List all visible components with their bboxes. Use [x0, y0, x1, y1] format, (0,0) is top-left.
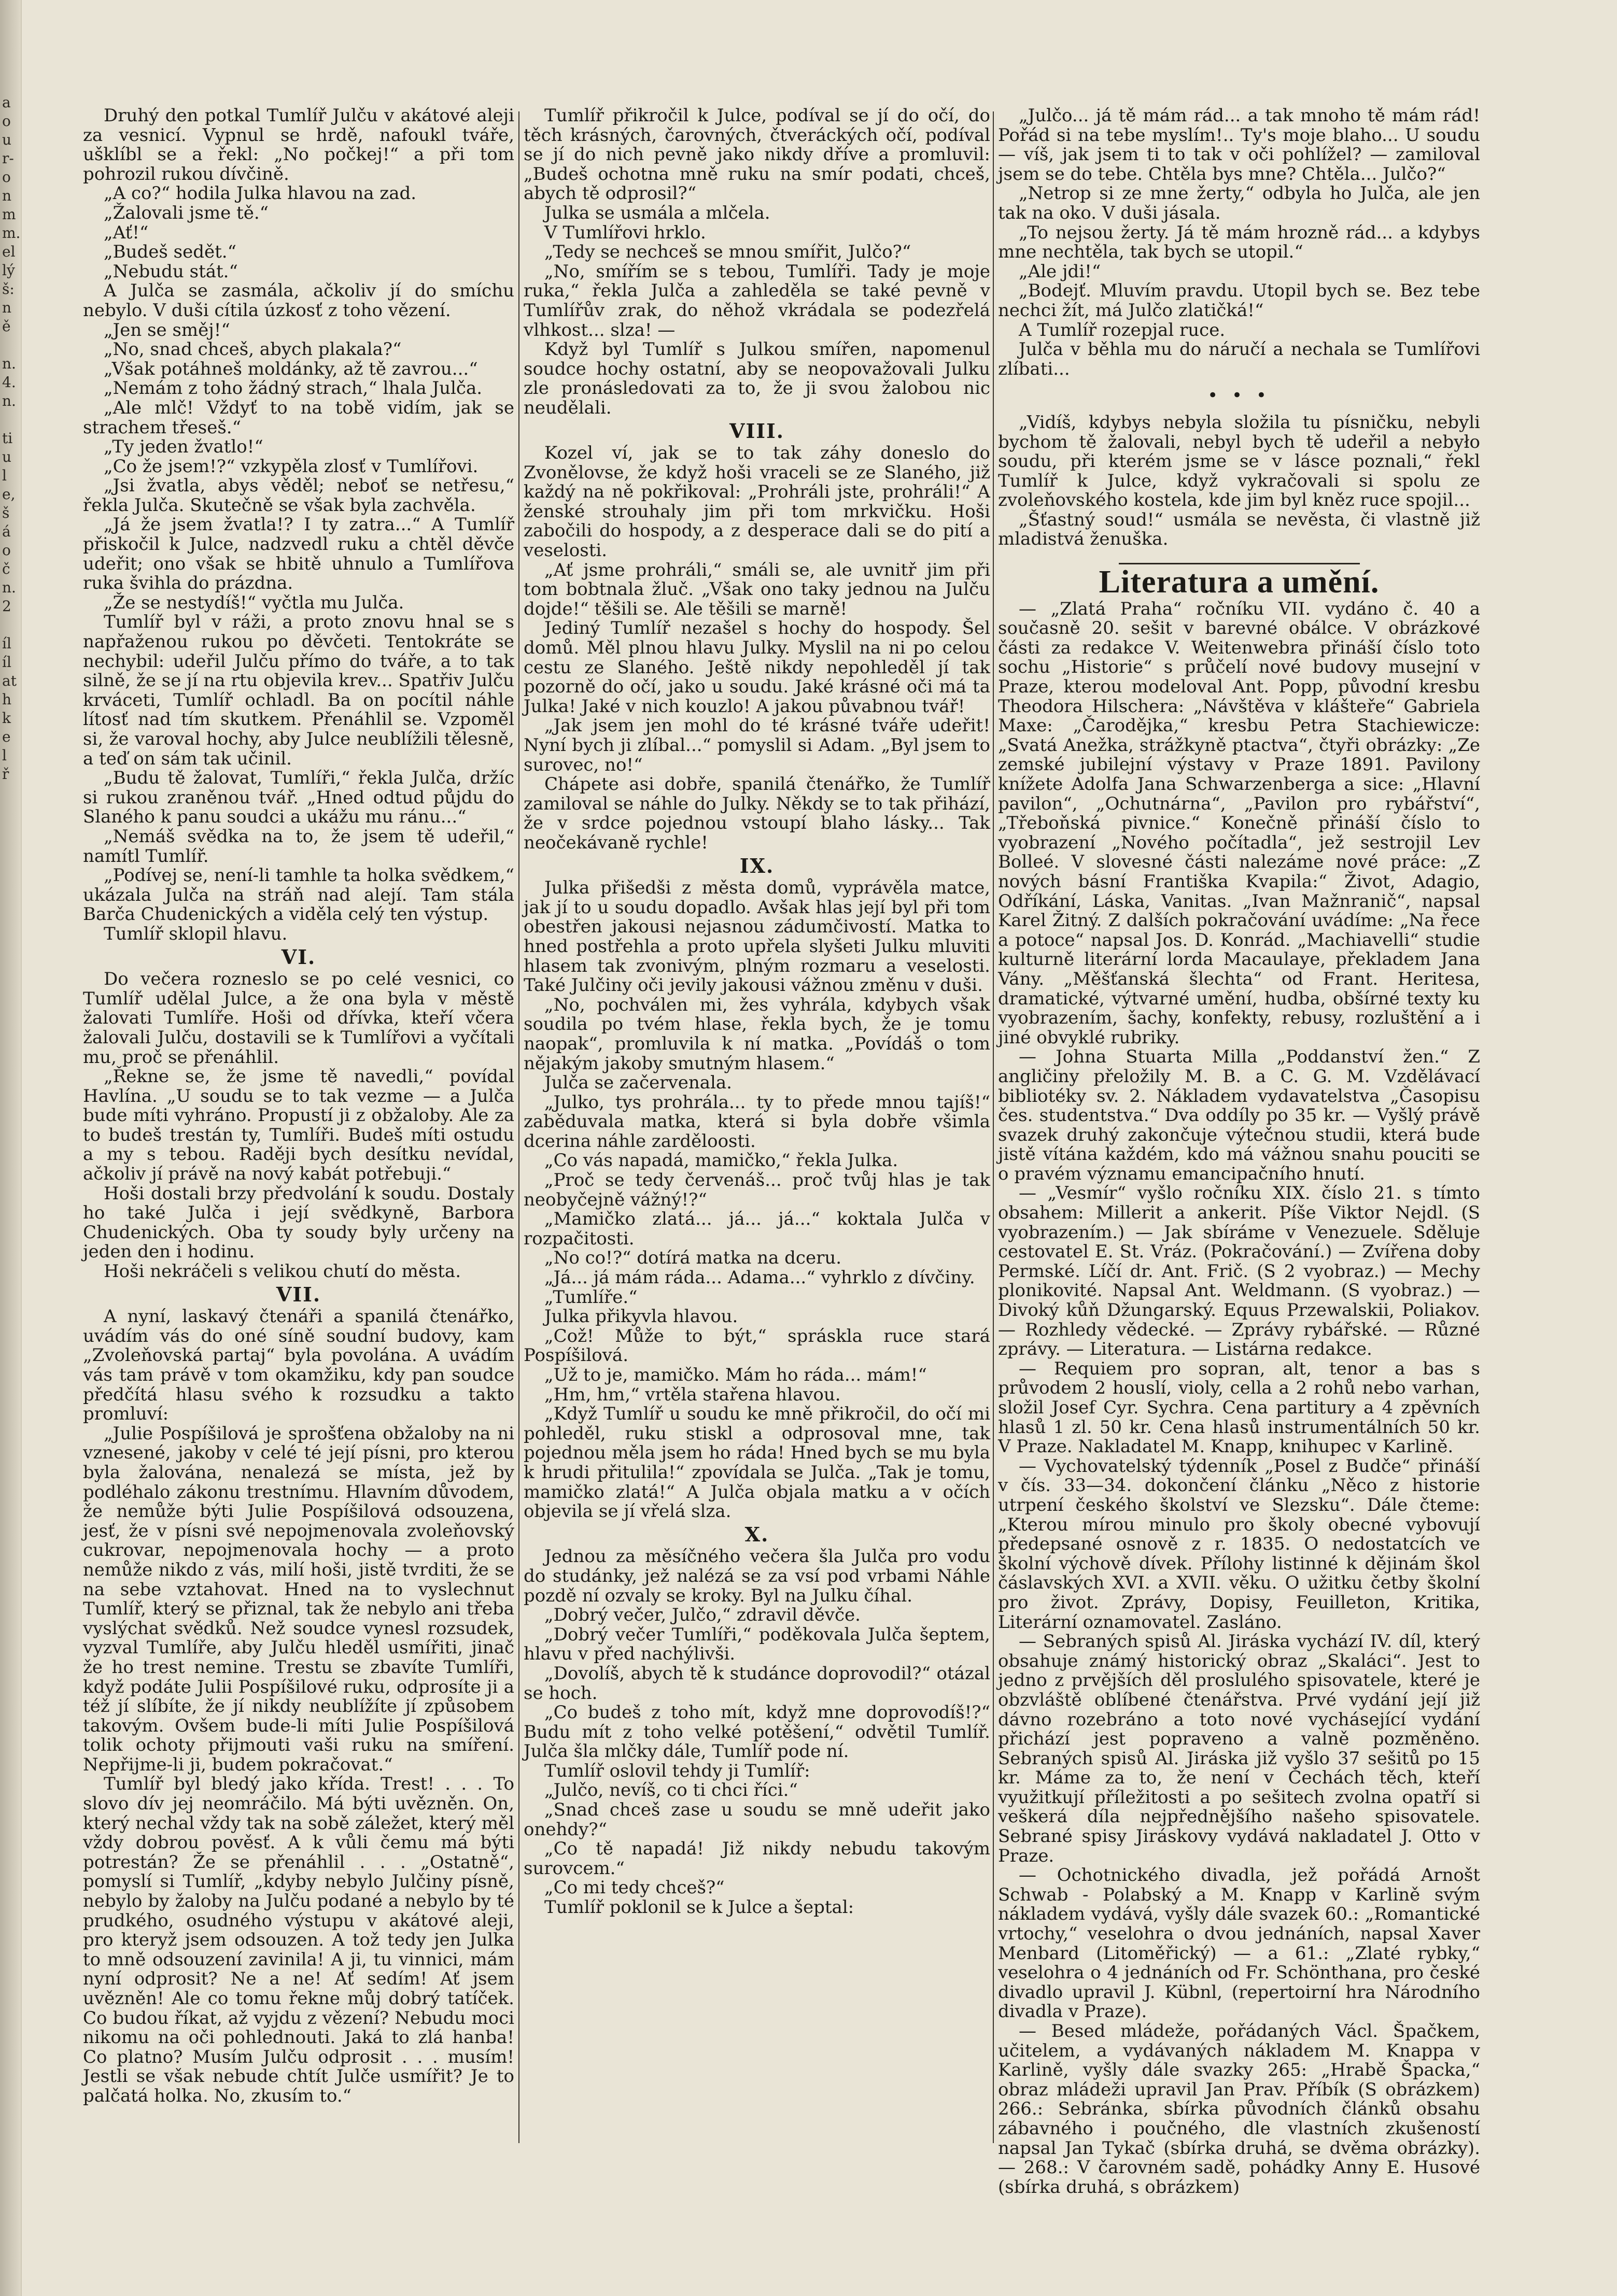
paragraph: „To nejsou žerty. Já tě mám hrozně rád... a kdybys mne nechtěla, tak bych se utopil.“	[998, 222, 1480, 263]
paragraph: „Julčo, nevíš, co ti chci říci.“	[544, 1780, 798, 1801]
paragraph: Tumlíř oslovil tehdy ji Tumlíř:	[544, 1760, 810, 1781]
column-rule-2	[993, 111, 994, 2143]
paragraph: „No, smířím se s tebou, Tumlíři. Tady je moje ruka,“ řekla Julča a zahleděla se také pevně v Tumlířův zrak, do něhož vkrádala se podezřelá vlhkost... slza! —	[524, 261, 990, 341]
paragraph: „Žalovali jsme tě.“	[104, 202, 269, 223]
chapter-heading: IX.	[739, 854, 775, 877]
paragraph: A nyní, laskavý čtenáři a spanilá čtenářko, uvádím vás do oné síně soudní budovy, kam „Zvoleňovská partaj“ byla povolána. A uvádím vás tam právě v tom okamžiku, kdy pan soudce předčítá hlasu svého k rozsudku a takto promluví:	[83, 1306, 514, 1425]
review-item: — Johna Stuarta Milla „Poddanství žen.“ Z angličiny přeložily M. B. a C. G. M. Vzdělávací bibliotéky sv. 2. Nákladem vydavatelstva „Časopisu čes. studentstva.“ Dva oddíly po 35 kr. — Vyšlý právě svazek druhý zakončuje výtečnou studii, která bude jistě vítána každém, kdo má vážnou snahu pouciti se o pravém významu emancipačního hnutí.	[998, 1046, 1480, 1184]
paragraph: „Ty jeden žvatlo!“	[104, 436, 263, 458]
paragraph: „Podívej se, není-li tamhle ta holka svědkem,“ ukázala Julča na stráň nad alejí. Tam stála Barča Chudenických a viděla celý ten výstup.	[83, 865, 514, 925]
paragraph: „Snad chceš zase u soudu se mně udeřit jako onehdy?“	[524, 1799, 990, 1840]
paragraph: „Ať!“	[104, 222, 149, 243]
paragraph: „Co vás napadá, mamičko,“ řekla Julka.	[544, 1150, 898, 1171]
paragraph: „No, pochválen mi, žes vyhrála, kdybych však soudila po tvém hlase, řekla bych, že je tomu naopak“, promluvila k ní matka. „Povídáš o tom nějakým jakoby smutným hlasem.“	[524, 994, 990, 1074]
paragraph: „Šťastný soud!“ usmála se nevěsta, či vlastně již mladistvá ženuška.	[998, 509, 1480, 550]
chapter-heading: VI.	[281, 945, 316, 969]
review-item: — Sebraných spisů Al. Jiráska vychází IV. díl, který obsahuje známý historický obraz „Skaláci“. Jest to jedno z prvějších děl proslulého spisovatele, které je obzvláště oblíbené čtenářstva. Prvé vydání její již dávno rozebráno a toto nové vychásející vydání přichází jest popraveno a valně pozměněno. Sebraných spisů Al. Jiráska již vyšlo 37 sešitů po 15 kr. Máme za to, že není v Čechách těch, kteří využitkují příležitosti a po sešitech zvolna opatří si veškerá díla nejpřednějšího našeho spisovatele. Sebrané spisy Jiráskovy vydává nakladatel J. Otto v Praze.	[998, 1631, 1480, 1866]
paragraph: „Co že jsem!?“ vzkypěla zlosť v Tumlířovi.	[104, 456, 479, 477]
paragraph: „Řekne se, že jsme tě navedli,“ povídal Havlína. „U soudu se to tak vezme — a Julča bude míti vyhráno. Propustí ji z obžaloby. Ale za to budeš trestán ty, Tumlíři. Budeš míti ostudu a my s tebou. Raději bych desítku nevídal, ačkoliv jí právě na nový kabát potřebuji.“	[83, 1066, 514, 1185]
paragraph: „Budu tě žalovat, Tumlíři,“ řekla Julča, držíc si rukou zraněnou tvář. „Hned odtud půjdu do Slaného k panu soudci a ukážu mu ránu...“	[83, 768, 514, 828]
adjacent-page-text: a ou r- on m m. el lý š: ně n. 4. n. ti u l e, šá o č n. 2 íl íl at h k e l ř	[2, 94, 21, 783]
paragraph: A Tumlíř rozepjal ruce.	[1019, 319, 1226, 341]
paragraph: Hoši nekráčeli s velikou chutí do města.	[104, 1261, 461, 1282]
paragraph: „Jsi žvatla, abys věděl; neboť se netřesu,“ řekla Julča. Skutečně se však byla zachvěla.	[83, 475, 514, 516]
paragraph: „Co mi tedy chceš?“	[544, 1877, 725, 1898]
column-rule-1	[518, 111, 519, 2143]
paragraph: „Nebudu stát.“	[104, 261, 238, 282]
paragraph: Julka přišedši z města domů, vyprávěla matce, jak jí to u soudu dopadlo. Avšak hlas její byl při tom obestřen jakousi nejasnou zádumčivostí. Matka to hned postřehla a proto upřela slyšeti Julku mluviti hlasem tak zvonivým, plným rozmaru a veselosti. Také Julčiny oči jevily jakousi vážnou změnu v duši.	[524, 877, 990, 996]
paragraph: „Julie Pospíšilová je sprošťena obžaloby na ni vznesené, jakoby v celé té její písni, pro kterou byla žalována, nenalezá se místa, jež by podléhalo zákonu trestnímu. Hlavním důvodem, že nemůže býti Julie Pospíšilová odsouzena, jesť, že v písni své nepojmenovala zvoleňovský cukrovar, nepojmenovala hochy — a proto nemůže nikdo z vás, milí hoši, jistě tvrditi, že se na sebe vztahovat. Hned na to vyslechnut Tumlíř, který se přiznal, tak že nebylo ani třeba vyslýchat svědků. Než soudce vynesl rozsudek, vyzval Tumlíře, aby Julču hleděl usmířiti, jinač že ho trest nemine. Trestu se zbavíte Tumlíři, když podáte Julii Pospíšilové ruku, odprosíte ji a též jí slíbíte, že jí nikdy neublížíte jí způsobem takovým. Ovšem bude-li míti Julie Pospíšilová tolik ochoty přijmouti vaši ruku na smíření. Nepřijme-li ji, budem pokračovat.“	[83, 1423, 514, 1775]
story-column-3	[998, 106, 1480, 2197]
paragraph: Tumlíř byl bledý jako křída. Trest! . . . To slovo dív jej neomráčilo. Má býti uvězněn. On, který nechal vždy tak na sobě záležet, který měl vždy dobrou pověsť. A k vůli čemu má býti potrestán? Že se přenáhlil . . . „Ostatně“, pomyslí si Tumlíř, „kdyby nebylo Julčiny písně, nebylo by žaloby na Julču podané a nebylo by té prudkého, osudného výstupu v akátové aleji, pro kteryž jsem odsouzen. A tož tedy jen Julka to mně odsouzení zavinila! A ji, tu vinnici, mám nyní odprosit? Ne a ne! Ať sedím! Ať jsem uvězněn! Ale co tomu řekne můj dobrý tatíček. Co budou říkat, až vyjdu z vězení? Nebudu moci nikomu na oči pohlednouti. Jaká to zlá hanba! Co platno? Musím Julču odprosit . . . musím! Jestli se však nebude chtít Julče usmířit? Je to palčatá holka. No, zkusím to.“	[83, 1774, 514, 2106]
paragraph: „Julčo... já tě mám rád... a tak mnoho tě mám rád! Pořád si na tebe myslím!.. Ty's moje blaho... U soudu — víš, jak jsem ti to tak v oči pohlížel? — zamiloval jsem se do tebe. Chtěla bys mne? Chtěla... Julčo?“	[998, 105, 1480, 185]
ornament-separator: • • •	[1207, 385, 1271, 406]
paragraph: „Dobrý večer Tumlíři,“ poděkovala Julča šeptem, hlavu v před nachýlivši.	[524, 1624, 990, 1665]
review-item: — Ochotnického divadla, jež pořádá Arnošt Schwab - Polabský a M. Knapp v Karlině svým nákladem vydává, vyšly dále svazek 60.: „Romantické vrtochy,“ veselohra o dvou jednáních, napsal Xaver Menbard (Litoměřický) — a 61.: „Zlaté rybky,“ veselohra o 4 jednáních od Fr. Schönthana, pro české divadlo upravil J. Kübnl, (repertoirní hra Národního divadla v Praze).	[998, 1865, 1480, 2022]
paragraph: „No, snad chceš, abych plakala?“	[104, 339, 402, 360]
paragraph: V Tumlířovi hrklo.	[544, 222, 706, 243]
paragraph: „No co!?“ dotírá matka na dceru.	[544, 1248, 842, 1269]
paragraph: „Tedy se nechceš se mnou smířit, Julčo?“	[544, 242, 911, 263]
paragraph: „Jak jsem jen mohl do té krásné tváře udeřit! Nyní bych ji zlíbal...“ pomyslil si Adam. „Byl jsem to surovec, no!“	[524, 715, 990, 775]
paragraph: Tumlíř sklopil hlavu.	[104, 923, 288, 944]
paragraph: „Vidíš, kdybys nebyla složila tu písničku, nebyli bychom tě žalovali, nebyl bych tě udeřil a nebyło soudu, při kterém jsme se v lásce poznali,“ řekl Tumlíř k Julce, když vykračovali si spolu ze zvoleňovského kostela, kde jim byl kněz ruce spojil...	[998, 412, 1480, 511]
paragraph: „Nemám z toho žádný strach,“ lhala Julča.	[104, 378, 483, 399]
paragraph: Tumlíř poklonil se k Julce a šeptal:	[544, 1897, 854, 1918]
paragraph: „Mamičko zlatá... já... já...“ koktala Julča v rozpačitosti.	[524, 1209, 990, 1249]
paragraph: „Julko, tys prohrála... ty to přede mnou tajíš!“ zaběduvala matka, která si byla dobře všimla dcerina náhle zarděloosti.	[524, 1092, 990, 1152]
paragraph: „Nemáš svědka na to, že jsem tě udeřil,“ namítl Tumlíř.	[83, 826, 514, 867]
paragraph: „Ale jdi!“	[1019, 261, 1101, 282]
paragraph: „Proč se tedy červenáš... proč tvůj hlas je tak neobyčejně vážný!?“	[524, 1170, 990, 1210]
paragraph: Druhý den potkal Tumlíř Julču v akátové aleji za vesnicí. Vypnul se hrdě, nafoukl tváře, ušklíbl se a řekl: „No počkej!“ a při tom pohrozil rukou dívčině.	[83, 105, 514, 185]
paragraph: Chápete asi dobře, spanilá čtenářko, že Tumlíř zamiloval se náhle do Julky. Někdy se to tak přihází, že v srdce pojednou vstoupí blaho lásky... Tak neočekávaně rychle!	[524, 774, 990, 853]
paragraph: „Což! Může to být,“ spráskla ruce stará Pospíšilová.	[524, 1325, 990, 1366]
paragraph: Jediný Tumlíř nezašel s hochy do hospody. Šel domů. Měl plnou hlavu Julky. Myslil na ni po celou cestu ze Slaného. Ještě nikdy nepohleděl jí tak pozorně do očí, jako u soudu. Jaké krásné oči má ta Julka! Jaké v nich kouzlo! A jakou půvabnou tvář!	[524, 618, 990, 717]
paragraph: „Budeš sedět.“	[104, 242, 236, 263]
paragraph: Julča se začervenala.	[544, 1072, 732, 1094]
paragraph: Když byl Tumlíř s Julkou smířen, napomenul soudce hochy ostatní, aby se neopovažovali Julku zle pronásledovati za to, že ji svou žalobou nic neudělali.	[524, 339, 990, 418]
paragraph: „Co tě napadá! Již nikdy nebudu takovým surovcem.“	[524, 1838, 990, 1879]
review-item: — „Zlatá Praha“ ročníku VII. vydáno č. 40 a současně 20. sešit v barevné obálce. V obrázkové části za redakce V. Weitenwebra přináší číslo toto sochu „Historie“ s průčelí nové budovy musejní v Praze, kterou modeloval Ant. Popp, původní kresbu Theodora Hilschera: „Návštěva v klášteře“ Gabriela Maxe: „Čarodějka,“ kresbu Petra Stachiewicze: „Svatá Anežka, strážkyně ptactva“, čtyři obrázky: „Ze zemské jubilejní výstavy v Praze 1891. Pavilony knížete Adolfa Jana Schwarzenberga a sice: „Hlavní pavilon“, „Ochutnárna“, „Pavilon pro rybářství“, „Třeboňská pivnice.“ Konečně přináší číslo to vyobrazení „Nového počítadla“, jež sestrojil Lev Bolleé. V slovesné části nalezáme nové práce: „Z nových básní Františka Kvapila:“ Život, Adagio, Odříkání, Láska, Vanitas. „Ivan Mažnranič“, napsal Karel Žitný. Z dalších pokračování uvádíme: „Na řece a potoce“ napsal Jos. D. Konrád. „Machiavelli“ studie kulturně literární lorda Macaulaye, překladem Jana Vány. „Měšťanská šlechta“ od Frant. Heritesa, dramatické, výtvarné umění, hudba, obšírné texty ku vyobrazením, šachy, konfekty, rebusy, rozluštění a i jiné obvyklé rubriky.	[998, 598, 1480, 1048]
paragraph: „Když Tumlíř u soudu ke mně přikročil, do očí mi pohleděl, ruku stiskl a odprosoval mne, tak pojednou měla jsem ho ráda! Hned bych se mu byla k hrudi přitulila!“ zpovídala se Julča. „Tak je tomu, mamičko zlatá!“ A Julča objala matku a v očích objevila se jí vřelá slza.	[524, 1404, 990, 1522]
paragraph: A Julča se zasmála, ačkoliv jí do smíchu nebylo. V duši cítila úzkosť z toho vězení.	[83, 280, 514, 321]
review-item: — Requiem pro sopran, alt, tenor a bas s průvodem 2 houslí, violy, cella a 2 rohů nebo varhan, složil Josef Cyr. Sychra. Cena partitury a 4 zpěvních hlasů 1 zl. 50 kr. Cena hlasů instrumentálních 50 kr. V Praze. Nakladatel M. Knapp, knihupec v Karlině.	[998, 1358, 1480, 1457]
story-column-2	[524, 106, 990, 1918]
paragraph: Jednou za měsíčného večera šla Julča pro vodu do studánky, jež nalézá se za vsí pod vrbami Náhle pozdě ní ozvaly se kroky. Byl na Julku číhal.	[524, 1546, 990, 1606]
paragraph: „Bodejť. Mluvím pravdu. Utopil bych se. Bez tebe nechci žít, má Julčo zlatičká!“	[998, 280, 1480, 321]
review-item: — Besed mládeže, pořádaných Václ. Špačkem, učitelem, a vydávaných nákladem M. Knappa v Karlině, vyšly dále svazky 265: „Hrabě Špacka,“ obraz mládeži upravil Jan Prav. Příbík (S obrázkem) 266.: Sebránka, sbírka původních článků obsahu zábavného i poučného, dle vlastních zkušeností napsal Jan Tykač (sbírka druhá, se dvěma obrázky). — 268.: V čarovném sadě, pohádky Anny E. Husové (sbírka druhá, s obrázkem)	[998, 2021, 1480, 2198]
paragraph: Julka se usmála a mlčela.	[544, 202, 770, 223]
paragraph: „Ať jsme prohráli,“ smáli se, ale uvnitř jim při tom bobtnala žluč. „Však ono taky jednou na Julču dojde!“ těšili se. Ale těšili se marně!	[524, 559, 990, 619]
adjacent-page-edge	[0, 0, 22, 2296]
paragraph: Tumlíř přikročil k Julce, podíval se jí do očí, do těch krásných, čarovných, čtveráckých očí, podíval se jí do nich pevně jako nikdy dříve a promluvil: „Budeš ochotna mně ruku na smír podati, chceš, abych tě odprosil?“	[524, 105, 990, 204]
section-heading: Literatura a umění.	[1099, 564, 1380, 600]
story-column-1	[83, 106, 514, 2106]
paragraph: Do večera rozneslo se po celé vesnici, co Tumlíř udělal Julce, a že ona byla v městě žalovati Tumlíře. Hoši od dřívka, kteří včera žalovali Julču, dostavili se k Tumlířovi a vyčítali mu, proč se přenáhlil.	[83, 969, 514, 1068]
paragraph: „A co?“ hodila Julka hlavou na zad.	[104, 183, 417, 204]
paragraph: „Ale mlč! Vždyť to na tobě vidím, jak se strachem třeseš.“	[83, 397, 514, 438]
chapter-heading: X.	[744, 1522, 769, 1546]
paragraph: Hoši dostali brzy předvolání k soudu. Dostaly ho také Julča i její svědkyně, Barbora Chudenických. Oba ty soudy byly určeny na jeden den i hodinu.	[83, 1183, 514, 1263]
paragraph: „Co budeš z toho mít, když mne doprovodíš!?“ Budu mít z toho velké potěšení,“ odvětil Tumlíř. Julča šla mlčky dále, Tumlíř pode ní.	[524, 1702, 990, 1762]
review-item: — „Vesmír“ vyšlo ročníku XIX. číslo 21. s tímto obsahem: Millerit a ankerit. Píše Viktor Nejdl. (S vyobrazením.) — Jak sbíráme v Venezuele. Sděluje cestovatel E. St. Vráz. (Pokračování.) — Zvířena doby Permské. Líčí dr. Ant. Frič. (S 2 vyobraz.) — Mechy plonikovité. Napsal Ant. Weldmann. (S vyobraz.) — Divoký kůň Džungarský. Equus Przewalskii, Poliakov. — Rozhledy vědecké. — Zprávy rybářské. — Různé zprávy. — Literatura. — Listárna redakce.	[998, 1183, 1480, 1360]
chapter-heading: VIII.	[729, 419, 785, 443]
paragraph: „Já že jsem žvatla!? I ty zatra...“ A Tumlíř přiskočil k Julce, nadzvedl ruku a chtěl děvče udeřit; ono však se hbitě uhnulo a Tumlířova ruka švihla do prázdna.	[83, 514, 514, 594]
paragraph: Kozel ví, jak se to tak záhy doneslo do Zvonělovse, že když hoši vraceli se ze Slaného, již každý na ně pokřikoval: „Prohráli jste, prohráli!“ A ženské strouhaly jim při tom mrkvičku. Hoši zabočili do hospody, a z desperace dali se do pití a veselosti.	[524, 443, 990, 561]
chapter-heading: VII.	[276, 1282, 321, 1306]
paragraph: „Však potáhneš moldánky, až tě zavrou...“	[104, 358, 478, 379]
paragraph: „Já... já mám ráda... Adama...“ vyhrklo z dívčiny.	[544, 1267, 975, 1288]
paragraph: „Jen se směj!“	[104, 319, 230, 341]
paragraph: „Netrop si ze mne žerty,“ odbyla ho Julča, ale jen tak na oko. V duši jásala.	[998, 183, 1480, 223]
paragraph: Tumlíř byl v ráži, a proto znovu hnal se s napřaženou rukou po děvčeti. Tentokráte se nechybil: udeřil Julču přímo do tváře, a to tak silně, že se jí na rtu objevila krev... Spatřiv Julču krváceti, Tumlíř ochladl. Ba on pocítil náhle lítosť nad tím skutkem. Přenáhlil se. Vzpoměl si, že varoval hochy, aby Julce neublížili tělesně, a teď on sám tak učinil.	[83, 612, 514, 769]
paragraph: „Tumlíře.“	[544, 1286, 638, 1308]
paragraph: „Dobrý večer, Julčo,“ zdravil děvče.	[544, 1605, 861, 1626]
paragraph: Julka přikyvla hlavou.	[544, 1306, 738, 1327]
paragraph: „Dovolíš, abych tě k studánce doprovodil?“ otázal se hoch.	[524, 1663, 990, 1704]
paragraph: „Hm, hm,“ vrtěla stařena hlavou.	[544, 1384, 841, 1405]
paragraph: „Už to je, mamičko. Mám ho ráda... mám!“	[544, 1365, 927, 1385]
paragraph: Julča v běhla mu do náručí a nechala se Tumlířovi zlíbati...	[998, 339, 1480, 379]
review-item: — Vychovatelský týdenník „Posel z Budče“ přináší v čís. 33—34. dokončení článku „Něco z historie utrpení českého školství ve Slezsku“. Dále čteme: „Kterou mírou minulo pro školy obecné vybovují předepsané osnově z r. 1835. O nedostatcích ve školní výchově dívek. Přílohy listinné k dějinám škol čáslavských XVI. a XVII. věku. O užitku četby školní pro život. Zprávy, Dopisy, Feuilleton, Kritika, Literární oznamovatel. Zasláno.	[998, 1455, 1480, 1633]
paragraph: „Že se nestydíš!“ vyčtla mu Julča.	[104, 592, 404, 613]
